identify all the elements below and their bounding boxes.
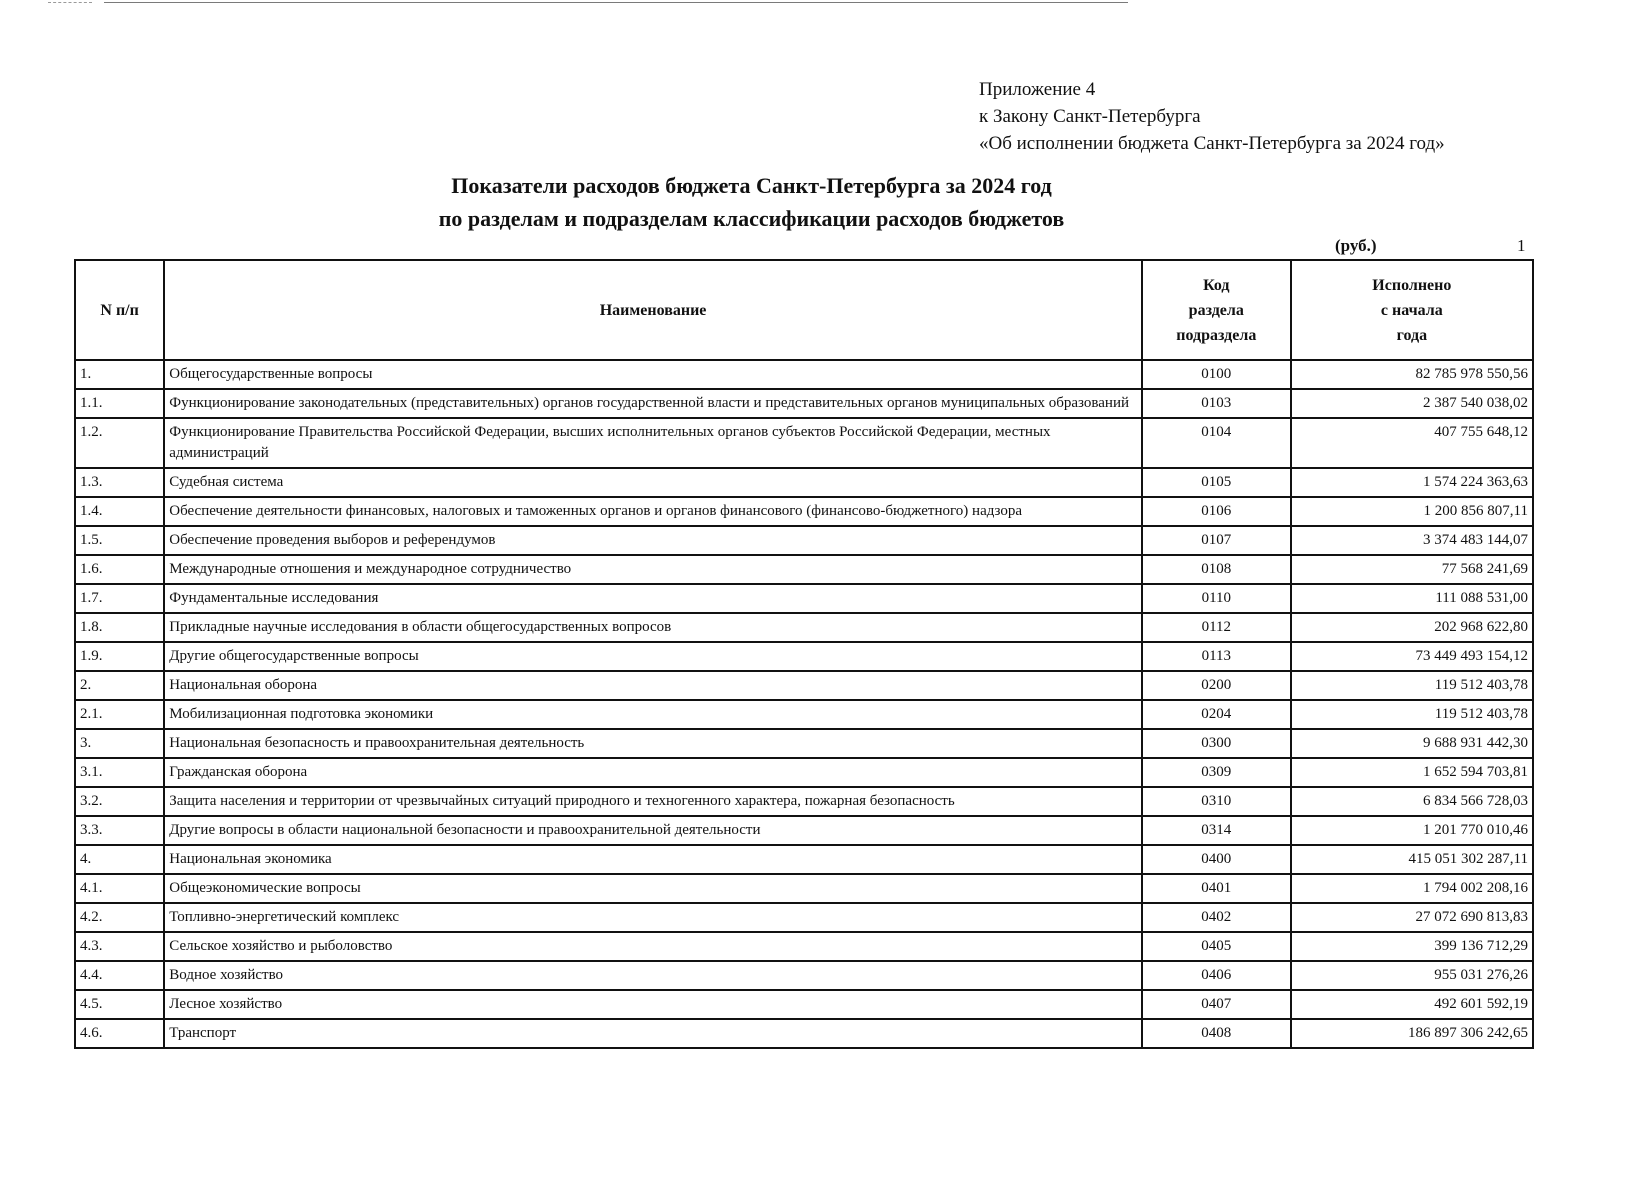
row-number-cell: 1.3. [75, 468, 164, 497]
row-sum-cell: 82 785 978 550,56 [1291, 360, 1533, 389]
row-number-cell: 4.6. [75, 1019, 164, 1048]
row-code-cell: 0107 [1142, 526, 1291, 555]
appendix-line: Приложение 4 [979, 79, 1096, 100]
row-name-cell: Национальная безопасность и правоохранительная деятельность [164, 729, 1142, 758]
row-name-cell: Сельское хозяйство и рыболовство [164, 932, 1142, 961]
row-sum-cell: 399 136 712,29 [1291, 932, 1533, 961]
table-row [75, 468, 1533, 497]
table-row [75, 526, 1533, 555]
row-sum-cell: 111 088 531,00 [1291, 584, 1533, 613]
row-code-cell: 0103 [1142, 389, 1291, 418]
table-row [75, 418, 1533, 468]
row-sum-cell: 119 512 403,78 [1291, 700, 1533, 729]
table-row [75, 990, 1533, 1019]
row-name-cell: Мобилизационная подготовка экономики [164, 700, 1142, 729]
row-sum-cell: 3 374 483 144,07 [1291, 526, 1533, 555]
header-number: N п/п [75, 260, 164, 360]
row-code-cell: 0402 [1142, 903, 1291, 932]
table-row [75, 360, 1533, 389]
appendix-line: «Об исполнении бюджета Санкт-Петербурга за 2024 год» [979, 133, 1445, 154]
table-row [75, 700, 1533, 729]
row-number-cell: 4. [75, 845, 164, 874]
row-name-cell: Международные отношения и международное сотрудничество [164, 555, 1142, 584]
row-sum-cell: 6 834 566 728,03 [1291, 787, 1533, 816]
row-number-cell: 1.4. [75, 497, 164, 526]
row-number-cell: 1.9. [75, 642, 164, 671]
row-code-cell: 0113 [1142, 642, 1291, 671]
header-code-line: раздела [1188, 301, 1244, 319]
row-number-cell: 3.1. [75, 758, 164, 787]
table-row [75, 816, 1533, 845]
row-name-cell: Гражданская оборона [164, 758, 1142, 787]
table-row [75, 497, 1533, 526]
table-row [75, 932, 1533, 961]
row-sum-cell: 2 387 540 038,02 [1291, 389, 1533, 418]
row-name-cell: Судебная система [164, 468, 1142, 497]
table-row [75, 845, 1533, 874]
header-code [1142, 260, 1291, 360]
row-code-cell: 0309 [1142, 758, 1291, 787]
row-number-cell: 3.2. [75, 787, 164, 816]
header-code-line: подраздела [1176, 326, 1257, 344]
appendix-block [979, 76, 1445, 157]
row-name-cell: Функционирование законодательных (представительных) органов государственной власти и представительных органов муниципальных образований [164, 389, 1142, 418]
row-code-cell: 0100 [1142, 360, 1291, 389]
row-sum-cell: 1 794 002 208,16 [1291, 874, 1533, 903]
table-row [75, 758, 1533, 787]
row-name-cell: Обеспечение деятельности финансовых, налоговых и таможенных органов и органов финансового (финансово-бюджетного) надзора [164, 497, 1142, 526]
row-sum-cell: 77 568 241,69 [1291, 555, 1533, 584]
scan-edge-mark [48, 2, 92, 3]
row-code-cell: 0106 [1142, 497, 1291, 526]
row-sum-cell: 407 755 648,12 [1291, 418, 1533, 468]
row-sum-cell: 1 200 856 807,11 [1291, 497, 1533, 526]
row-name-cell: Лесное хозяйство [164, 990, 1142, 1019]
table-header-row [75, 260, 1533, 360]
row-name-cell: Транспорт [164, 1019, 1142, 1048]
row-code-cell: 0112 [1142, 613, 1291, 642]
row-code-cell: 0204 [1142, 700, 1291, 729]
page-number: 1 [1517, 236, 1526, 255]
row-sum-cell: 73 449 493 154,12 [1291, 642, 1533, 671]
row-name-cell: Национальная экономика [164, 845, 1142, 874]
row-code-cell: 0110 [1142, 584, 1291, 613]
row-sum-cell: 1 201 770 010,46 [1291, 816, 1533, 845]
row-number-cell: 4.4. [75, 961, 164, 990]
row-name-cell: Топливно-энергетический комплекс [164, 903, 1142, 932]
row-code-cell: 0310 [1142, 787, 1291, 816]
row-code-cell: 0314 [1142, 816, 1291, 845]
row-name-cell: Общегосударственные вопросы [164, 360, 1142, 389]
row-code-cell: 0200 [1142, 671, 1291, 700]
row-sum-cell: 27 072 690 813,83 [1291, 903, 1533, 932]
table-row [75, 555, 1533, 584]
row-number-cell: 3. [75, 729, 164, 758]
table-row [75, 729, 1533, 758]
table-row [75, 874, 1533, 903]
row-number-cell: 2.1. [75, 700, 164, 729]
table-body [75, 360, 1533, 1048]
row-code-cell: 0407 [1142, 990, 1291, 1019]
row-number-cell: 3.3. [75, 816, 164, 845]
header-sum-line: Исполнено [1372, 276, 1452, 294]
row-number-cell: 1. [75, 360, 164, 389]
document-title: Показатели расходов бюджета Санкт-Петербурга за 2024 год [451, 173, 1052, 198]
row-number-cell: 1.7. [75, 584, 164, 613]
row-number-cell: 4.2. [75, 903, 164, 932]
table-row [75, 787, 1533, 816]
row-code-cell: 0400 [1142, 845, 1291, 874]
row-sum-cell: 955 031 276,26 [1291, 961, 1533, 990]
table-row [75, 1019, 1533, 1048]
row-name-cell: Защита населения и территории от чрезвычайных ситуаций природного и техногенного характера, пожарная безопасность [164, 787, 1142, 816]
row-number-cell: 1.5. [75, 526, 164, 555]
row-name-cell: Общеэкономические вопросы [164, 874, 1142, 903]
row-sum-cell: 186 897 306 242,65 [1291, 1019, 1533, 1048]
row-sum-cell: 119 512 403,78 [1291, 671, 1533, 700]
row-sum-cell: 492 601 592,19 [1291, 990, 1533, 1019]
row-name-cell: Водное хозяйство [164, 961, 1142, 990]
row-sum-cell: 9 688 931 442,30 [1291, 729, 1533, 758]
row-number-cell: 1.6. [75, 555, 164, 584]
row-number-cell: 2. [75, 671, 164, 700]
row-sum-cell: 415 051 302 287,11 [1291, 845, 1533, 874]
header-sum-line: с начала [1380, 301, 1443, 319]
row-code-cell: 0408 [1142, 1019, 1291, 1048]
table-row [75, 961, 1533, 990]
header-code-line: Код [1203, 276, 1230, 294]
row-code-cell: 0300 [1142, 729, 1291, 758]
row-code-cell: 0401 [1142, 874, 1291, 903]
table-row [75, 389, 1533, 418]
row-name-cell: Другие общегосударственные вопросы [164, 642, 1142, 671]
table-row [75, 903, 1533, 932]
table-row [75, 642, 1533, 671]
row-sum-cell: 1 652 594 703,81 [1291, 758, 1533, 787]
row-number-cell: 4.5. [75, 990, 164, 1019]
row-sum-cell: 1 574 224 363,63 [1291, 468, 1533, 497]
row-name-cell: Другие вопросы в области национальной безопасности и правоохранительной деятельности [164, 816, 1142, 845]
document-subtitle: по разделам и подразделам классификации расходов бюджетов [438, 206, 1065, 231]
row-number-cell: 1.1. [75, 389, 164, 418]
scan-top-rule [104, 2, 1128, 3]
header-sum [1291, 260, 1533, 360]
row-code-cell: 0108 [1142, 555, 1291, 584]
table-row [75, 671, 1533, 700]
row-code-cell: 0105 [1142, 468, 1291, 497]
table-row [75, 584, 1533, 613]
row-name-cell: Прикладные научные исследования в области общегосударственных вопросов [164, 613, 1142, 642]
row-number-cell: 4.3. [75, 932, 164, 961]
row-code-cell: 0406 [1142, 961, 1291, 990]
expenditure-table [74, 259, 1534, 1049]
row-number-cell: 4.1. [75, 874, 164, 903]
row-name-cell: Обеспечение проведения выборов и референдумов [164, 526, 1142, 555]
header-sum-line: года [1396, 326, 1428, 344]
header-name: Наименование [164, 260, 1142, 360]
row-code-cell: 0405 [1142, 932, 1291, 961]
row-sum-cell: 202 968 622,80 [1291, 613, 1533, 642]
appendix-line: к Закону Санкт-Петербурга [979, 106, 1201, 127]
row-name-cell: Фундаментальные исследования [164, 584, 1142, 613]
unit-label: (руб.) [1335, 236, 1377, 255]
table-row [75, 613, 1533, 642]
row-code-cell: 0104 [1142, 418, 1291, 468]
row-number-cell: 1.2. [75, 418, 164, 468]
row-name-cell: Функционирование Правительства Российской Федерации, высших исполнительных органов субъектов Российской Федерации, местных администраций [164, 418, 1142, 468]
row-name-cell: Национальная оборона [164, 671, 1142, 700]
row-number-cell: 1.8. [75, 613, 164, 642]
